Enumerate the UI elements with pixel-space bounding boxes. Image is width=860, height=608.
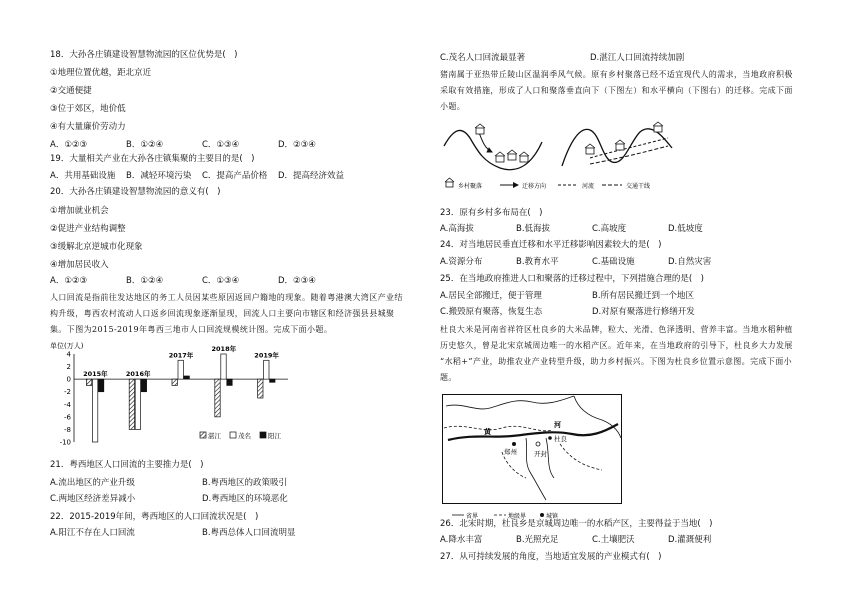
- q18-item-4: ④有大量廉价劳动力: [50, 122, 126, 132]
- chart-y-unit-label: 单位(万人): [50, 342, 84, 350]
- q22-option-a[interactable]: A.阳江不存在人口回流: [50, 528, 135, 538]
- q18-item-1: ①地理位置优越，距北京近: [50, 68, 152, 78]
- q25-option-a[interactable]: A.居民全部搬迁，便于管理: [440, 291, 542, 301]
- q19-option-b[interactable]: B．减轻环境污染: [126, 171, 192, 181]
- q26-option-a[interactable]: A.降水丰富: [440, 535, 483, 545]
- chart-y-tick-label: -8: [64, 425, 71, 434]
- passage3-line-1: 杜良大米是河南省祥符区杜良乡的大米品牌，粒大、光滑、色泽透明、营养丰富。当地水稻种植: [440, 325, 793, 334]
- q26-option-c[interactable]: C.土壤肥沃: [592, 535, 635, 545]
- diagram-legend: [445, 178, 650, 190]
- chart-bar: [135, 379, 140, 429]
- q26-option-b[interactable]: B.光照充足: [516, 535, 559, 545]
- q18-item-2: ②交通便捷: [50, 86, 92, 96]
- q24-option-d[interactable]: D.自然灾害: [668, 257, 712, 267]
- q20-item-4: ④增加居民收入: [50, 260, 109, 270]
- passage3-line-4: 题。: [440, 373, 457, 382]
- chart-category-label: 2019年: [254, 351, 279, 360]
- chart-category-label: 2017年: [168, 351, 194, 360]
- chart-category-label: 2016年: [125, 370, 151, 379]
- q23-option-a[interactable]: A.高海拔: [440, 224, 474, 234]
- chart-legend-label: 阳江: [268, 432, 281, 440]
- passage1-line-1: 人口回流是指前往发达地区的务工人员因某些原因返回户籍地的现象。随着粤港澳大湾区产业结: [50, 293, 403, 302]
- chart-legend-label: 茂名: [238, 432, 251, 440]
- q19-option-a[interactable]: A．共用基础设施: [50, 171, 116, 181]
- q24-option-c[interactable]: C.基础设施: [592, 257, 635, 267]
- chart-y-tick-label: 0: [66, 375, 71, 384]
- passage2-line-2: 采取有效措施，形成了人口和聚落垂直向下（下图左）和水平横向（下图右）的迁移。完成下面: [440, 86, 793, 95]
- map-legend: [448, 505, 618, 520]
- legend-province-border: 省界: [466, 513, 479, 520]
- city-marker-kaifeng: [536, 442, 540, 446]
- chart-bar: [141, 379, 146, 392]
- legend-settlement: 乡村聚落: [458, 183, 483, 190]
- legend-direction: 迁移方向: [522, 183, 547, 190]
- q20-option-d[interactable]: D．②③④: [278, 276, 316, 286]
- passage1-line-3: 集。下图为2015-2019年粤西三地市人口回流规模统计图。完成下面小题。: [50, 325, 333, 334]
- chart-bar: [92, 379, 97, 442]
- duliang-location-map: [442, 394, 622, 504]
- chart-bar: [129, 379, 134, 429]
- passage2-line-3: 小题。: [440, 102, 466, 111]
- q21-option-b[interactable]: B.粤西地区的政策吸引: [202, 478, 288, 488]
- passage1-line-2: 构升级，粤西农村流动人口返乡回流现象逐渐显现，回流人口主要向市辖区和经济强县县城聚: [50, 309, 395, 318]
- population-return-chart: [50, 340, 300, 452]
- q24-option-b[interactable]: B.教育水平: [516, 257, 559, 267]
- chart-y-tick-label: -10: [59, 438, 71, 447]
- horizontal-migration-profile: [562, 122, 672, 166]
- passage2-line-1: 猪南属于亚热带丘陵山区温润季风气候。原有乡村聚落已经不适宜现代人的需求，当地政府积极: [440, 70, 793, 79]
- q18-option-a[interactable]: A．①②③: [50, 140, 88, 150]
- chart-legend-swatch: [230, 432, 236, 438]
- chart-bar: [178, 360, 183, 379]
- q20-item-2: ②促进产业结构调整: [50, 224, 126, 234]
- chart-bar: [86, 379, 91, 385]
- legend-prefecture-border: 地级界: [508, 513, 527, 520]
- q18-item-3: ③位于郊区，地价低: [50, 104, 126, 114]
- chart-bar: [227, 379, 232, 385]
- chart-bar: [258, 379, 263, 398]
- q18-option-c[interactable]: C．①③④: [202, 140, 240, 150]
- q20-item-1: ①增加就业机会: [50, 206, 109, 216]
- q22-option-d[interactable]: D.湛江人口回流持续加剧: [590, 53, 685, 63]
- chart-legend-swatch: [200, 432, 206, 438]
- migration-diagram: [440, 118, 690, 196]
- q20-option-a[interactable]: A．①②③: [50, 276, 88, 286]
- legend-road: 交通干线: [626, 183, 651, 190]
- legend-town: 城镇: [546, 513, 559, 520]
- map-label-zhengzhou: 郑州: [504, 448, 517, 456]
- chart-bar: [264, 360, 269, 379]
- q21-option-a[interactable]: A.流出地区的产业升级: [50, 478, 135, 488]
- q19-option-d[interactable]: D．提高经济效益: [278, 171, 345, 181]
- map-label-kaifeng: 开封: [534, 450, 547, 458]
- q19-stem: 19．大量相关产业在大孙各庄镇集聚的主要目的是( ): [50, 154, 255, 164]
- q25-option-d[interactable]: D.对原有聚落进行修缮开发: [592, 307, 695, 317]
- map-label-duliang: 杜良: [554, 435, 567, 443]
- q21-stem: 21．粤西地区人口回流的主要推力是( ): [50, 460, 204, 470]
- chart-y-tick-label: 4: [66, 350, 71, 359]
- chart-bar: [172, 379, 177, 385]
- q25-option-b[interactable]: B.所有居民搬迁到一个地区: [592, 291, 695, 301]
- passage3-line-3: “水稻+”产业，助推农业产业转型升级，助力乡村振兴。下图为杜良乡位置示意图。完成下面小: [440, 357, 793, 366]
- map-label-huang: 黄: [484, 428, 491, 436]
- legend-river: 河流: [582, 183, 595, 190]
- q19-option-c[interactable]: C．提高产品价格: [202, 171, 268, 181]
- chart-legend-swatch: [260, 432, 266, 438]
- chart-category-label: 2018年: [211, 345, 237, 353]
- q22-option-b[interactable]: B.粤西总体人口回流明显: [202, 528, 296, 538]
- q26-stem: 26．北宋时期，杜良乡是京城周边唯一的水稻产区，主要得益于当地( ): [440, 519, 713, 529]
- q20-item-3: ③缓解北京逆城市化现象: [50, 242, 143, 252]
- q18-option-b[interactable]: B．①②④: [126, 140, 164, 150]
- q23-option-c[interactable]: C.高坡度: [592, 224, 627, 234]
- q24-option-a[interactable]: A.资源分布: [440, 257, 483, 267]
- city-marker-zhengzhou: [512, 442, 516, 446]
- q27-stem: 27．从可持续发展的角度，当地适宜发展的产业模式有( ): [440, 552, 662, 562]
- passage3-line-2: 历史悠久，曾是北宋京城周边唯一的水稻产区。近年来，在当地政府的引导下，杜良乡大力发展: [440, 341, 793, 350]
- chart-category-label: 2015年: [83, 370, 108, 379]
- q23-option-b[interactable]: B.低海拔: [516, 224, 551, 234]
- q22-stem: 22．2015-2019年间，粤西地区的人口回流状况是( ): [50, 512, 259, 522]
- chart-bar: [98, 379, 103, 392]
- q23-option-d[interactable]: D.低坡度: [668, 224, 703, 234]
- q22-option-c[interactable]: C.茂名人口回流最显著: [440, 53, 526, 63]
- chart-bar: [184, 376, 189, 379]
- chart-legend-label: 湛江: [208, 432, 221, 440]
- chart-bar: [215, 379, 220, 417]
- q25-option-c[interactable]: C.搬毁原有聚落，恢复生态: [440, 307, 543, 317]
- chart-y-tick-label: -2: [64, 388, 71, 397]
- chart-bar: [270, 379, 275, 382]
- q21-option-c[interactable]: C.两地区经济差异减小: [50, 494, 136, 504]
- q18-option-d[interactable]: D．②③④: [278, 140, 316, 150]
- map-label-he: 河: [554, 421, 561, 429]
- chart-y-tick-label: -6: [64, 413, 71, 422]
- q21-option-d[interactable]: D.粤西地区的环境恶化: [202, 494, 288, 504]
- chart-y-tick-label: 2: [66, 363, 71, 372]
- q25-stem: 25．在当地政府推进人口和聚落的迁移过程中，下列措施合理的是( ): [440, 274, 704, 284]
- q20-option-c[interactable]: C．①③④: [202, 276, 240, 286]
- vertical-migration-profile: [444, 124, 542, 170]
- q18-stem: 18．大孙各庄镇建设智慧物流园的区位优势是( ): [50, 50, 238, 60]
- chart-y-tick-label: -4: [64, 400, 71, 409]
- q24-stem: 24．对当地居民垂直迁移和水平迁移影响因素较大的是( ): [440, 240, 662, 250]
- town-marker-duliang: [548, 436, 552, 440]
- chart-bar: [221, 354, 226, 379]
- q20-stem: 20．大孙各庄镇建设智慧物流园的意义有( ): [50, 187, 221, 197]
- q26-option-d[interactable]: D.灌溉便利: [668, 535, 712, 545]
- q23-stem: 23．原有乡村多布局在( ): [440, 208, 543, 218]
- q20-option-b[interactable]: B．①②④: [126, 276, 164, 286]
